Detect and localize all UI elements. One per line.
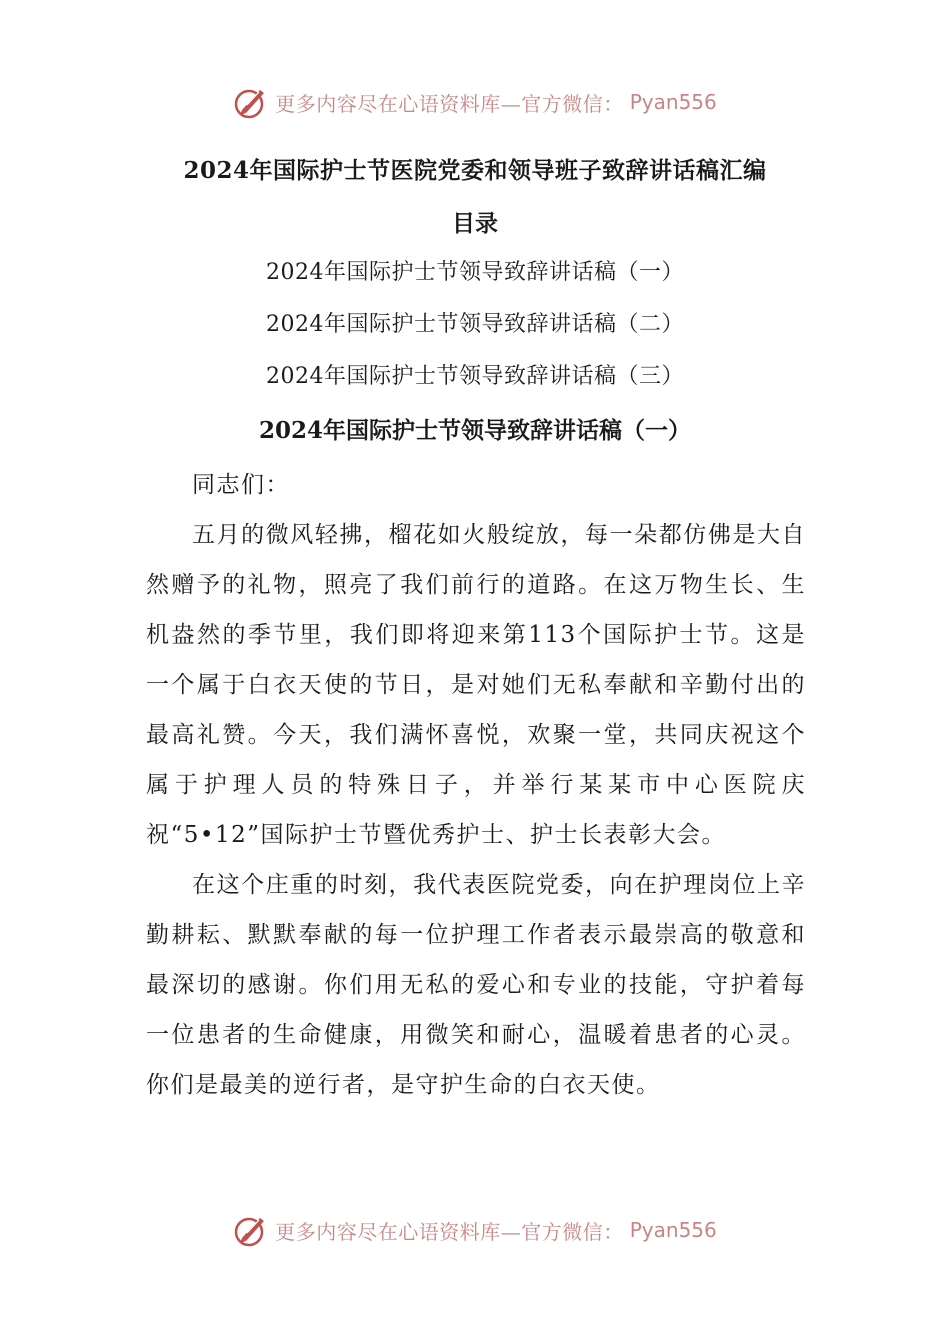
toc-item[interactable]: 2024年国际护士节领导致辞讲话稿（一） <box>266 260 684 285</box>
section-heading: 2024年国际护士节领导致辞讲话稿（一） <box>258 417 691 444</box>
footer-watermark <box>0 1208 950 1252</box>
header-watermark <box>0 80 950 124</box>
pen-logo-icon <box>233 84 269 120</box>
watermark-wechat-id: Pyan556 <box>629 1218 717 1242</box>
pen-logo-icon <box>233 1212 269 1248</box>
salutation: 同志们： <box>192 472 290 498</box>
toc-item[interactable]: 2024年国际护士节领导致辞讲话稿（二） <box>266 312 684 337</box>
speech-body <box>146 460 806 1110</box>
toc-heading: 目录 <box>452 210 498 237</box>
table-of-contents <box>0 255 950 411</box>
watermark-wechat-id: Pyan556 <box>629 90 717 114</box>
toc-item[interactable]: 2024年国际护士节领导致辞讲话稿（三） <box>266 364 684 389</box>
paragraph: 在这个庄重的时刻，我代表医院党委，向在护理岗位上辛勤耕耘、默默奉献的每一位护理工作者表示最崇高的敬意和最深切的感谢。你们用无私的爱心和专业的技能，守护着每一位患者的生命健康，用微笑和耐心，温暖着患者的心灵。你们是最美的逆行者，是守护生命的白衣天使。 <box>146 872 806 1098</box>
paragraph: 五月的微风轻拂，榴花如火般绽放，每一朵都仿佛是大自然赠予的礼物，照亮了我们前行的道路。在这万物生长、生机盎然的季节里，我们即将迎来第113个国际护士节。这是一个属于白衣天使的节日，是对她们无私奉献和辛勤付出的最高礼赞。今天，我们满怀喜悦，欢聚一堂，共同庆祝这个属于护理人员的特殊日子，并举行某某市中心医院庆祝“5•12”国际护士节暨优秀护士、护士长表彰大会。 <box>146 522 806 848</box>
watermark-text: 更多内容尽在心语资料库—官方微信： <box>275 1219 624 1244</box>
watermark-text: 更多内容尽在心语资料库—官方微信： <box>275 91 624 116</box>
document-title: 2024年国际护士节医院党委和领导班子致辞讲话稿汇编 <box>183 157 767 184</box>
